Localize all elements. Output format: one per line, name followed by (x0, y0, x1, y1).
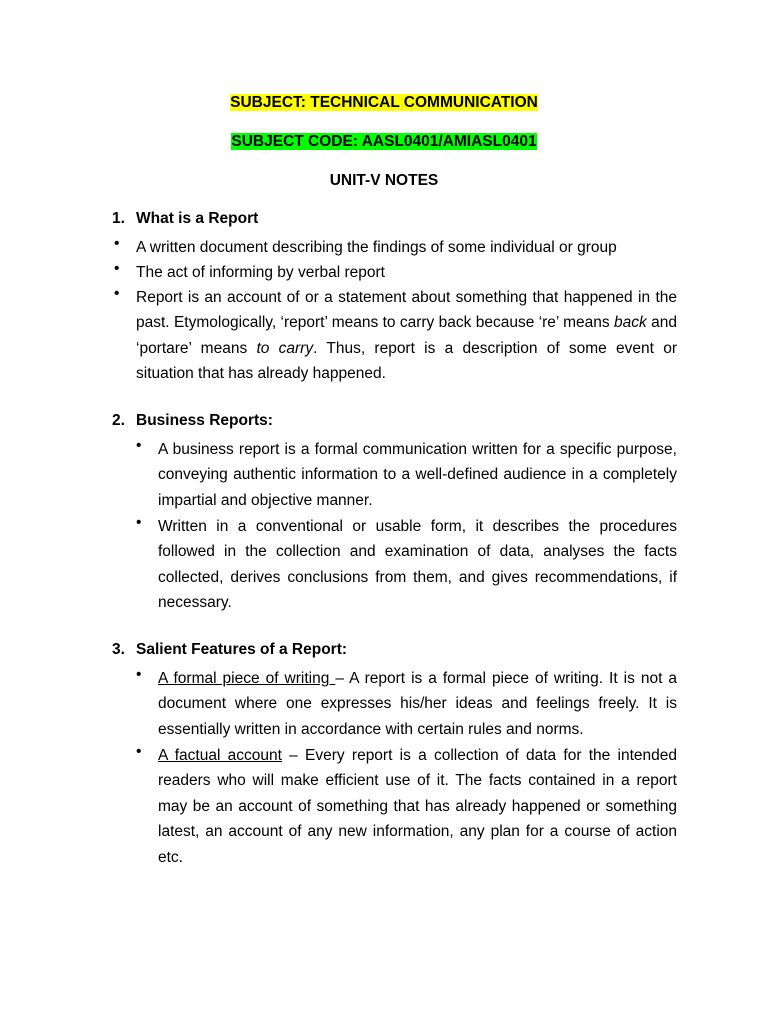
bullet-icon: • (114, 285, 120, 302)
underlined-term: A factual account (158, 747, 282, 764)
section-number: 2. (112, 412, 125, 429)
section-title: What is a Report (136, 210, 259, 227)
bullet-icon: • (136, 514, 142, 531)
subject-line (0, 94, 768, 112)
bullet-icon: • (114, 235, 120, 252)
section-heading-3 (112, 641, 347, 659)
bullet-text: A business report is a formal communication written for a specific purpose, conveying authentic information to a well-defined audience in a completely impartial and objective manner. (158, 441, 677, 509)
bullet-icon: • (136, 743, 142, 760)
subject-code-line (0, 133, 768, 151)
bullet-icon: • (136, 437, 142, 454)
bullet-text: A written document describing the findings of some individual or group (136, 239, 617, 256)
italic-term: back (614, 314, 647, 332)
bullet-icon: • (136, 666, 142, 683)
text-part: . Thus, report is a description of some event or situation that has already happened. (136, 339, 678, 383)
bullet-icon: • (114, 260, 120, 277)
section-heading-1 (112, 210, 258, 228)
section-heading-2 (112, 412, 273, 430)
bullet-text: The act of informing by verbal report (136, 264, 385, 281)
bullet-text (158, 743, 677, 870)
section-number: 3. (112, 641, 125, 658)
text-part: – Every report is a collection of data for the intended readers who will make efficient use of it. The facts contained in a report may be an account of something that has already happened or something latest, an account of any new information, any plan for a course of action etc. (158, 747, 677, 866)
text-part: and ‘portare’ means (136, 314, 677, 357)
italic-term: to carry (256, 339, 314, 357)
bullet-text (136, 285, 677, 387)
bullet-text: Written in a conventional or usable form, it describes the procedures followed in the collection and examination of data, analyses the facts collected, derives conclusions from them, and gives recommendations, if necessary. (158, 518, 677, 612)
unit-title: UNIT-V NOTES (329, 172, 439, 189)
section-number: 1. (112, 210, 125, 227)
bullet-text (158, 666, 677, 742)
underlined-term: A formal piece of writing (158, 670, 336, 687)
section-title: Salient Features of a Report: (136, 641, 348, 658)
text-part: Report is an account of or a statement about something that happened in the past. Etymologically, ‘report’ means to carry back because ‘re’ means (136, 289, 677, 332)
subject-title: SUBJECT: TECHNICAL COMMUNICATION (230, 94, 538, 111)
section-title: Business Reports: (136, 412, 273, 429)
subject-code: SUBJECT CODE: AASL0401/AMIASL0401 (231, 133, 537, 150)
text-part: – A report is a formal piece of writing. It is not a document where one expresses his/her ideas and feelings freely. It is essentially written in accordance with certain rules and norms. (158, 670, 677, 738)
